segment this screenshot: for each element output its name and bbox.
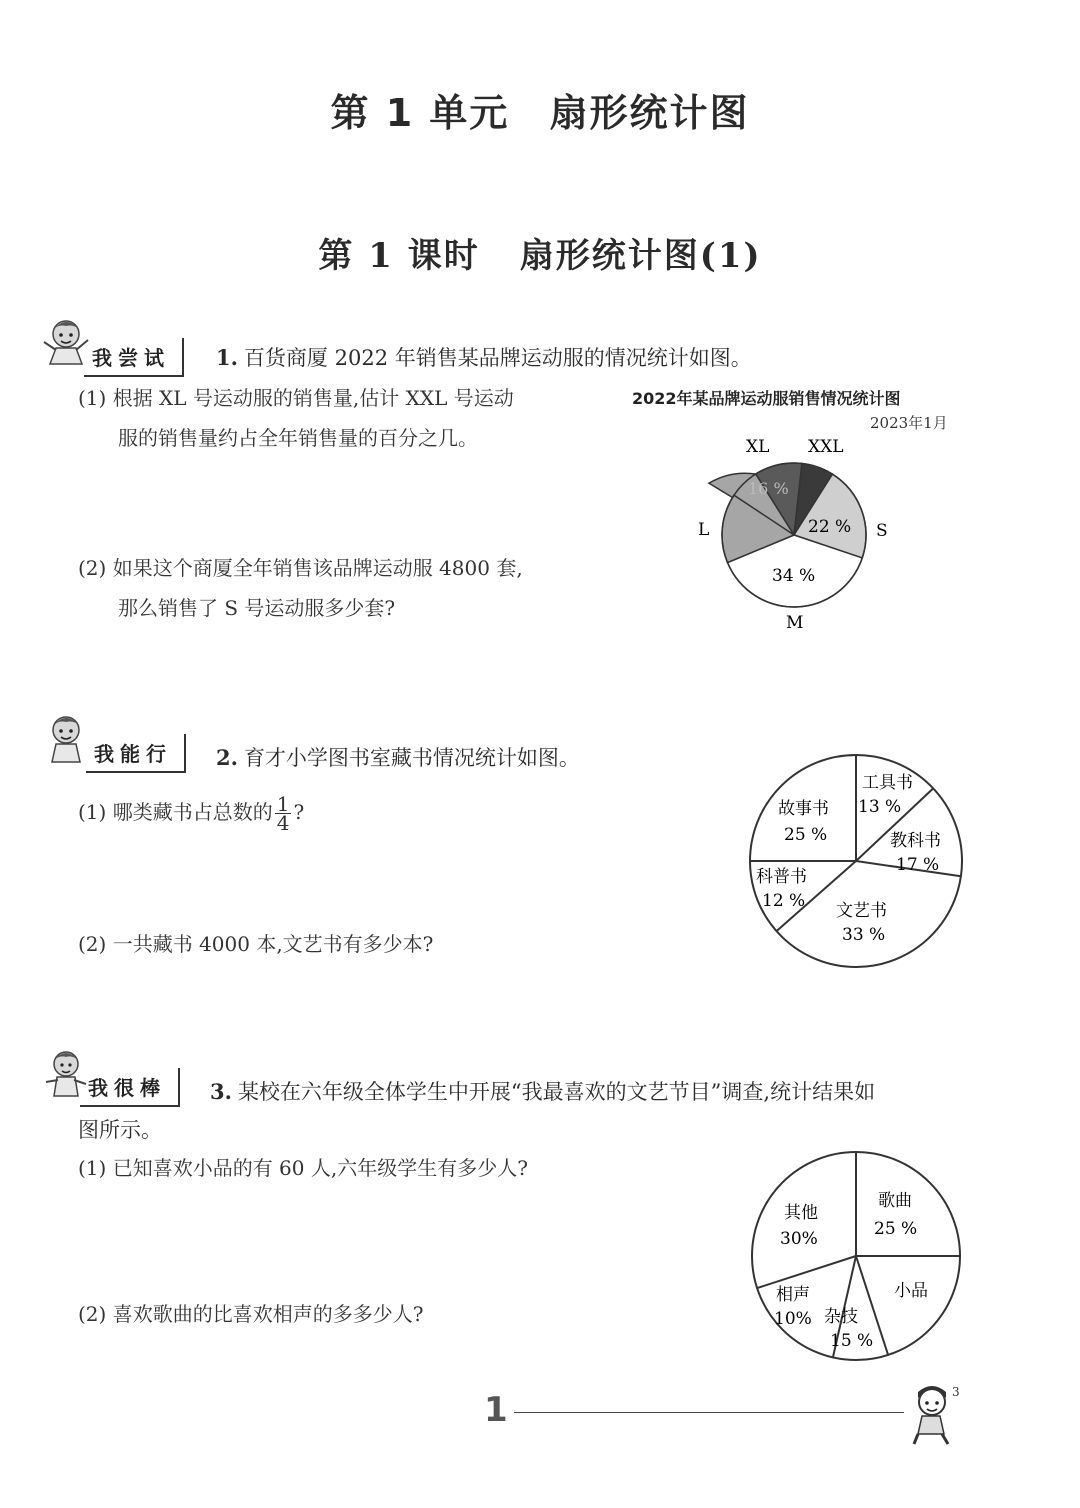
pie-2-value-science: 12 % (762, 891, 806, 911)
unit-title-number: 第 1 单元 (330, 91, 510, 135)
pie-3-value-crosstalk: 10% (774, 1309, 812, 1329)
subquestion-3-2 (78, 1294, 423, 1334)
pie-2-value-textbook: 17 % (896, 855, 940, 875)
question-3-text-line2: 图所示。 (78, 1118, 162, 1142)
question-1 (216, 342, 752, 372)
subquestion-label: (2) (78, 932, 107, 956)
pie-2-value-literature: 33 % (842, 925, 886, 945)
question-2-text: 育才小学图书室藏书情况统计如图。 (243, 746, 580, 770)
question-3-number: 3. (210, 1079, 232, 1104)
subquestion-line: 已知喜欢小品的有 60 人,六年级学生有多少人? (112, 1156, 528, 1180)
question-1-text: 百货商厦 2022 年销售某品牌运动服的情况统计如图。 (243, 346, 752, 370)
pie-2-value-story: 25 % (784, 825, 828, 845)
pie-1-label-l: L (698, 520, 710, 540)
lesson-title-number: 第 1 课时 (318, 236, 480, 276)
question-2-number: 2. (216, 745, 238, 770)
chart-1-title: 2022年某品牌运动服销售情况统计图 (632, 389, 901, 408)
unit-title (40, 82, 1040, 137)
girl-mascot-icon (40, 314, 96, 370)
subquestion-line: 一共藏书 4000 本,文艺书有多少本? (112, 932, 434, 956)
pie-3-value-song: 25 % (874, 1219, 918, 1239)
pie-1-label-m: M (786, 613, 804, 633)
pie-2-label-tool: 工具书 (862, 773, 913, 793)
pie-1-label-xl: XL (746, 437, 770, 457)
question-2 (216, 742, 580, 772)
subquestion-text: 哪类藏书占总数的 (112, 800, 273, 824)
pie-1-label-xxl: XXL (808, 437, 844, 457)
pie-chart-2 (744, 750, 968, 972)
pie-1-label-s: S (876, 521, 888, 541)
question-1-number: 1. (216, 345, 238, 370)
subquestion-line: 那么销售了 S 号运动服多少套? (118, 596, 396, 620)
lesson-title-name: 扇形统计图(1) (519, 236, 762, 276)
pie-2-label-textbook: 教科书 (890, 831, 941, 851)
pie-2-value-tool: 13 % (858, 797, 902, 817)
lesson-title (40, 228, 1040, 277)
question-3-text: 某校在六年级全体学生中开展“我最喜欢的文艺节目”调查,统计结果如 (237, 1080, 876, 1104)
chart-1-date: 2023年1月 (870, 414, 948, 432)
pie-1-value-xl: 16 % (748, 479, 789, 498)
subquestion-2-1: (1) 哪类藏书占总数的 $\frac{1}{4}$ ? (78, 792, 305, 835)
page-number: 1 (484, 1390, 508, 1430)
subquestion-label: (1) (78, 800, 107, 824)
subquestion-label: (2) (78, 556, 107, 580)
pie-3-label-crosstalk: 相声 (776, 1285, 810, 1305)
pie-3-label-other: 其他 (784, 1203, 818, 1223)
pie-3-label-acrobatics: 杂技 (824, 1307, 858, 1327)
subquestion-line: 如果这个商厦全年销售该品牌运动服 4800 套, (112, 556, 523, 580)
pie-chart-1 (690, 430, 910, 640)
pie-3-value-other: 30% (780, 1229, 818, 1249)
footer-rule (514, 1412, 904, 1413)
unit-title-name: 扇形统计图 (549, 91, 750, 135)
subquestion-1-1 (78, 378, 618, 458)
pie-3-value-acrobatics: 15 % (830, 1331, 874, 1351)
pie-3-label-skit: 小品 (894, 1281, 928, 1301)
girl-mascot-icon (40, 710, 96, 766)
pie-2-label-story: 故事书 (778, 799, 829, 819)
subquestion-3-1 (78, 1148, 528, 1188)
pie-1-value-m: 34 % (772, 566, 816, 586)
badge-try: 我尝试 (92, 342, 170, 371)
subquestion-label: (1) (78, 386, 107, 410)
question-3 (210, 1076, 875, 1106)
pie-2-label-science: 科普书 (756, 867, 807, 887)
pie-1-value-s: 22 % (808, 517, 852, 537)
pie-2-label-literature: 文艺书 (836, 901, 887, 921)
subquestion-1-2 (78, 548, 638, 628)
subquestion-2-2 (78, 924, 433, 964)
pie-3-divider (757, 1256, 856, 1288)
badge-great: 我很棒 (88, 1072, 166, 1101)
pie-3-label-song: 歌曲 (878, 1191, 912, 1211)
fraction-one-quarter: $\frac{1}{4}$ (276, 792, 290, 835)
subquestion-label: (1) (78, 1156, 107, 1180)
subquestion-label: (2) (78, 1302, 107, 1326)
subquestion-line: 服的销售量约占全年销售量的百分之几。 (118, 426, 478, 450)
pie-chart-3 (744, 1150, 968, 1366)
subquestion-line: 根据 XL 号运动服的销售量,估计 XXL 号运动 (112, 386, 514, 410)
subquestion-line: 喜欢歌曲的比喜欢相声的多多少人? (112, 1302, 424, 1326)
boy-mascot-icon (904, 1380, 964, 1450)
badge-can-do: 我能行 (94, 738, 172, 767)
svg-text:3: 3 (952, 1385, 960, 1399)
